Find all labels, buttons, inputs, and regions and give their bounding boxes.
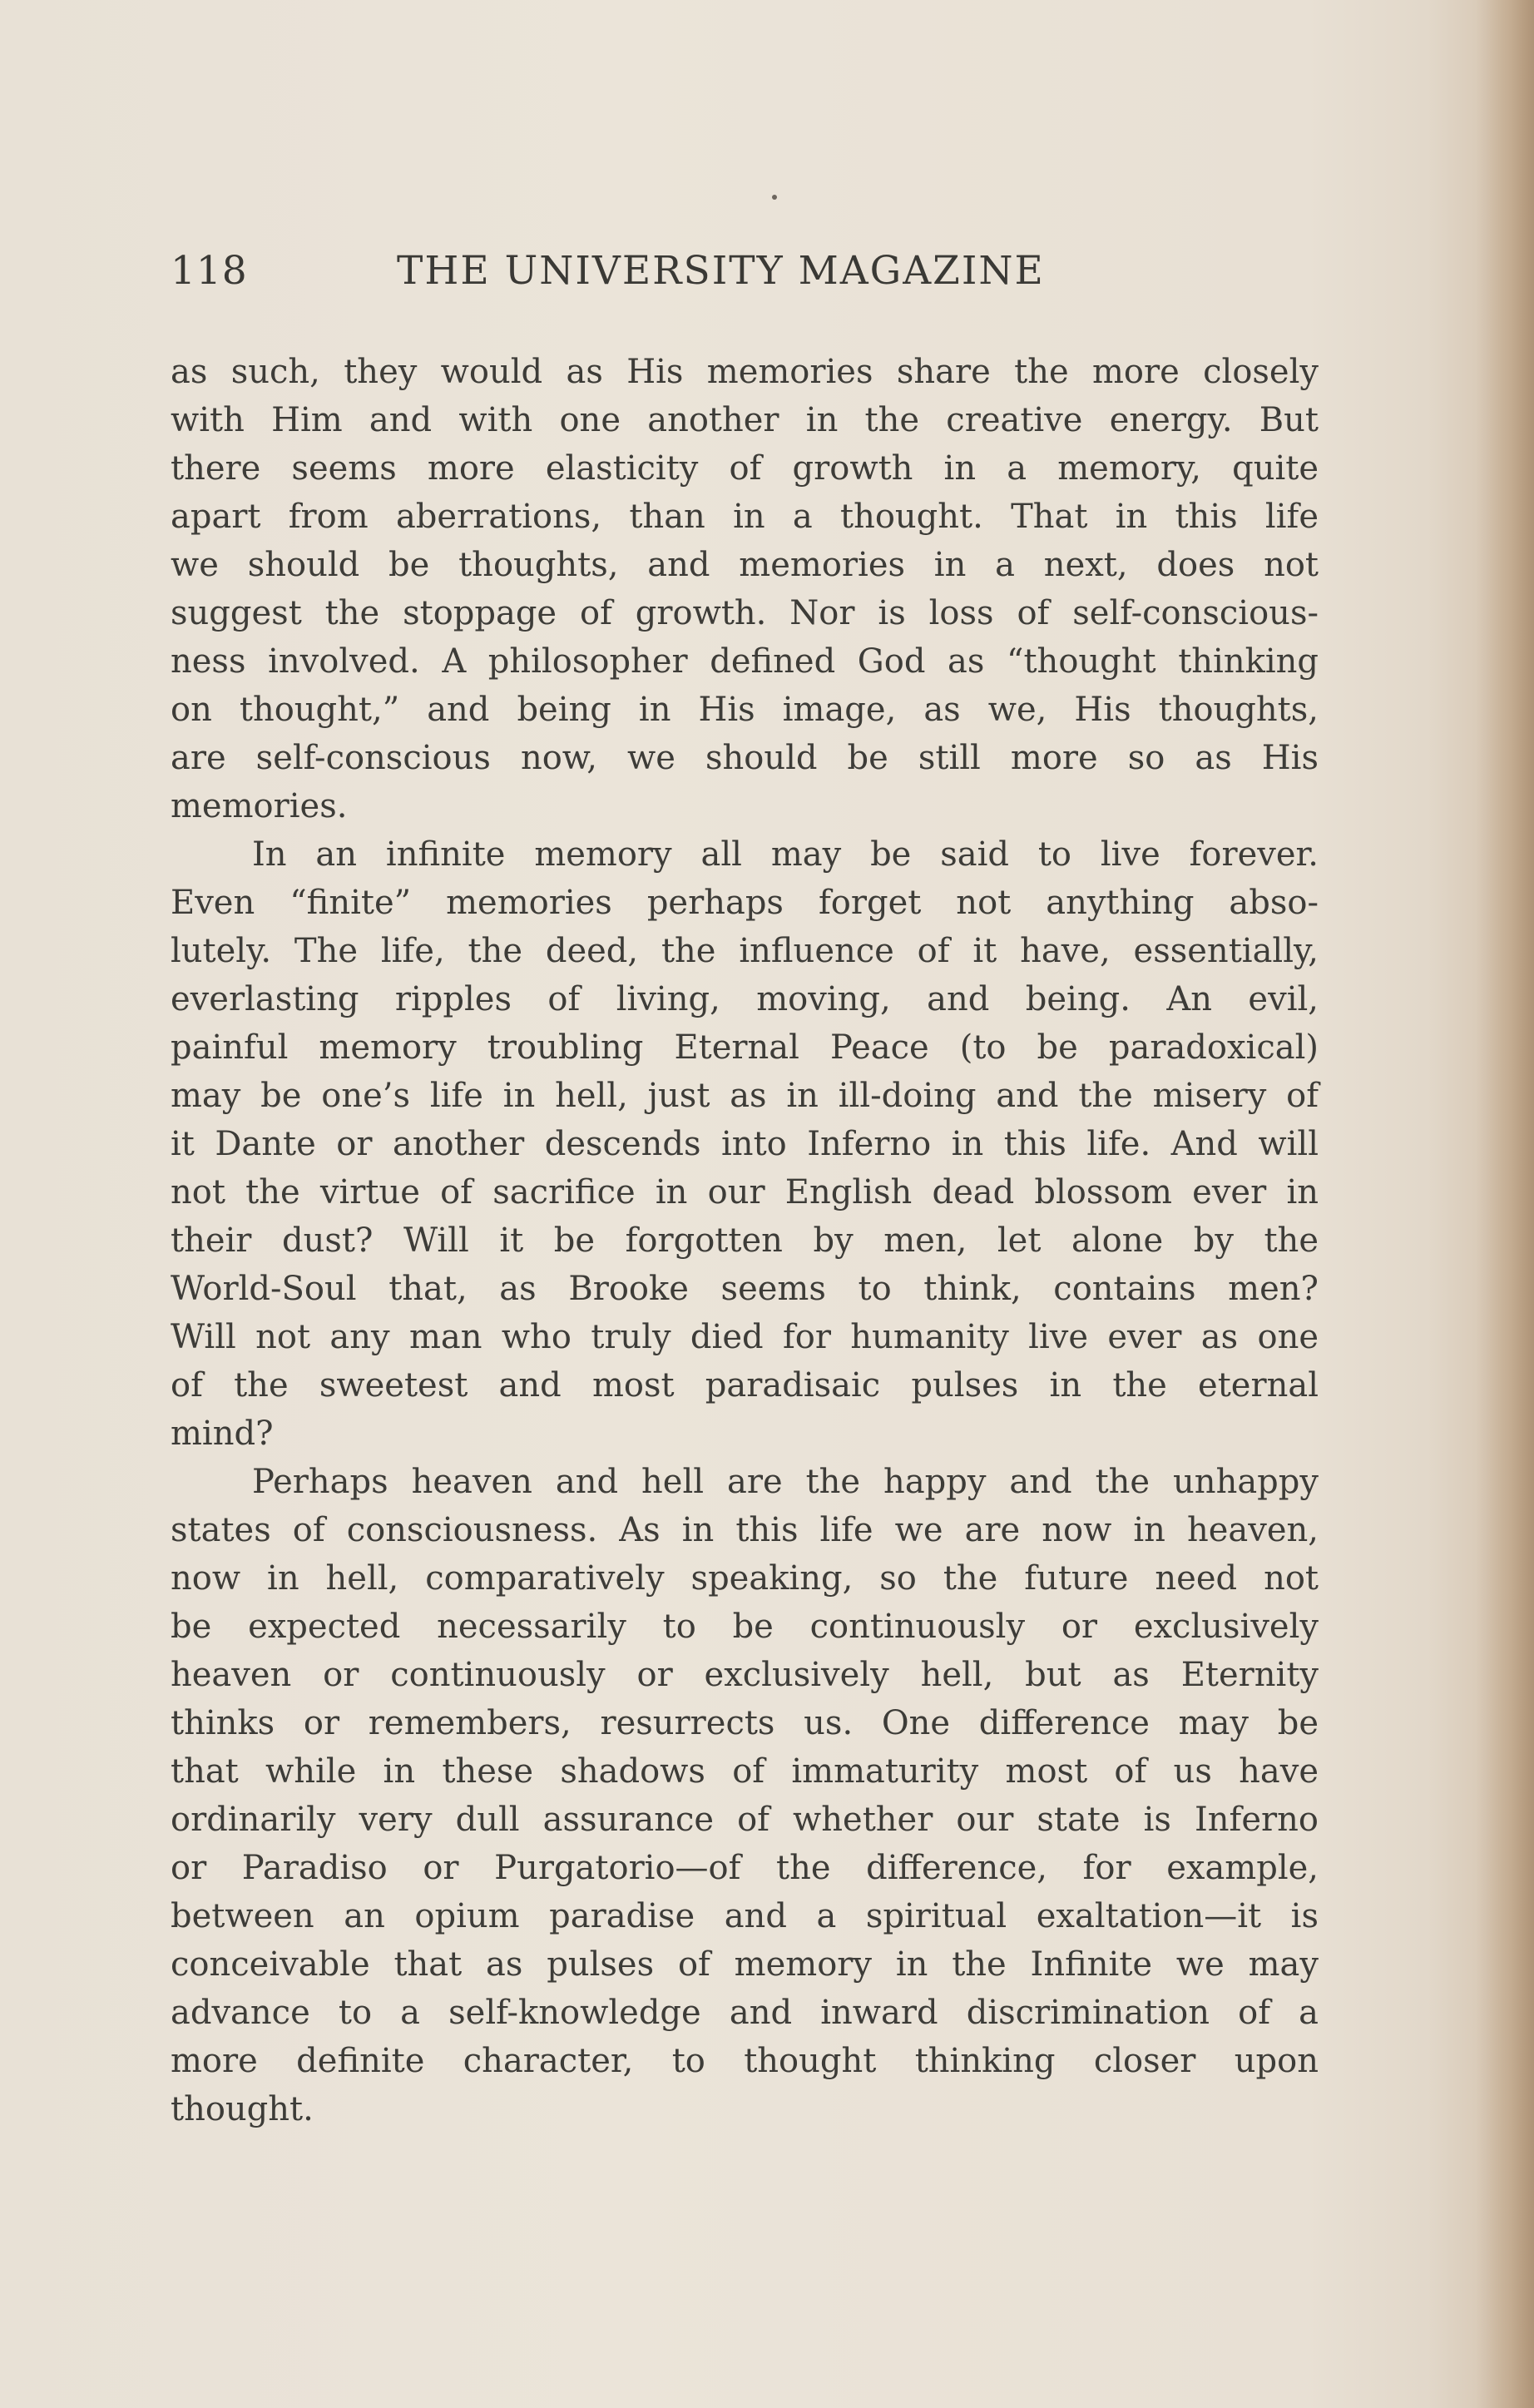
running-head xyxy=(171,248,1335,301)
text-line: now in hell, comparatively speaking, so the future need not xyxy=(171,1559,1319,1598)
ink-speck xyxy=(772,195,777,200)
text-line: be expected necessarily to be continuously or exclusively xyxy=(171,1608,1319,1646)
paragraph-3 xyxy=(171,1458,1319,2133)
text-line: are self-conscious now, we should be still more so as His xyxy=(171,739,1319,777)
text-line: lutely. The life, the deed, the influence of it have, essentially, xyxy=(171,932,1319,970)
text-line: thought. xyxy=(171,2090,314,2128)
text-line: it Dante or another descends into Inferno in this life. And will xyxy=(171,1125,1319,1163)
text-line: conceivable that as pulses of memory in the Infinite we may xyxy=(171,1945,1319,1984)
text-line: we should be thoughts, and memories in a next, does not xyxy=(171,546,1319,584)
text-line: with Him and with one another in the creative energy. But xyxy=(171,401,1319,439)
running-title: THE UNIVERSITY MAGAZINE xyxy=(397,248,1045,294)
text-line: Will not any man who truly died for humanity live ever as one xyxy=(171,1318,1319,1356)
text-line: states of consciousness. As in this life we are now in heaven, xyxy=(171,1511,1319,1549)
text-line: between an opium paradise and a spiritual exaltation—it is xyxy=(171,1897,1319,1935)
text-line: World-Soul that, as Brooke seems to think, contains men? xyxy=(171,1270,1319,1308)
text-line: thinks or remembers, resurrects us. One difference may be xyxy=(171,1704,1319,1742)
binding-shadow xyxy=(1476,0,1534,2408)
paragraph-2 xyxy=(171,830,1319,1458)
text-line: may be one’s life in hell, just as in ill-doing and the misery of xyxy=(171,1077,1319,1115)
text-line: on thought,” and being in His image, as we, His thoughts, xyxy=(171,691,1319,729)
page-number: 118 xyxy=(171,248,248,294)
paragraph-1 xyxy=(171,348,1319,830)
text-line: Even “finite” memories perhaps forget not anything abso- xyxy=(171,884,1319,922)
text-line: their dust? Will it be forgotten by men, let alone by the xyxy=(171,1221,1319,1260)
text-line: painful memory troubling Eternal Peace (to be paradoxical) xyxy=(171,1028,1319,1067)
text-line: heaven or continuously or exclusively hell, but as Eternity xyxy=(171,1656,1319,1694)
text-line: suggest the stoppage of growth. Nor is loss of self-conscious- xyxy=(171,594,1319,632)
text-line: not the virtue of sacrifice in our English dead blossom ever in xyxy=(171,1173,1319,1211)
text-line: or Paradiso or Purgatorio—of the difference, for example, xyxy=(171,1849,1319,1887)
text-line: ordinarily very dull assurance of whether our state is Inferno xyxy=(171,1801,1319,1839)
text-line: that while in these shadows of immaturity most of us have xyxy=(171,1752,1319,1791)
text-line: memories. xyxy=(171,787,348,825)
body-text xyxy=(171,348,1319,2133)
text-line: everlasting ripples of living, moving, and being. An evil, xyxy=(171,980,1319,1018)
text-line: advance to a self-knowledge and inward discrimination of a xyxy=(171,1994,1319,2032)
text-line: there seems more elasticity of growth in a memory, quite xyxy=(171,449,1319,488)
text-line: apart from aberrations, than in a thought. That in this life xyxy=(171,498,1319,536)
text-line: mind? xyxy=(171,1415,274,1453)
text-line: more definite character, to thought thinking closer upon xyxy=(171,2042,1319,2080)
text-line: ness involved. A philosopher defined God as “thought thinking xyxy=(171,642,1319,681)
text-line: of the sweetest and most paradisaic pulses in the eternal xyxy=(171,1366,1319,1405)
text-line: In an infinite memory all may be said to live forever. xyxy=(252,835,1319,874)
text-line: as such, they would as His memories share the more closely xyxy=(171,353,1319,391)
text-line: Perhaps heaven and hell are the happy and the unhappy xyxy=(252,1463,1319,1501)
